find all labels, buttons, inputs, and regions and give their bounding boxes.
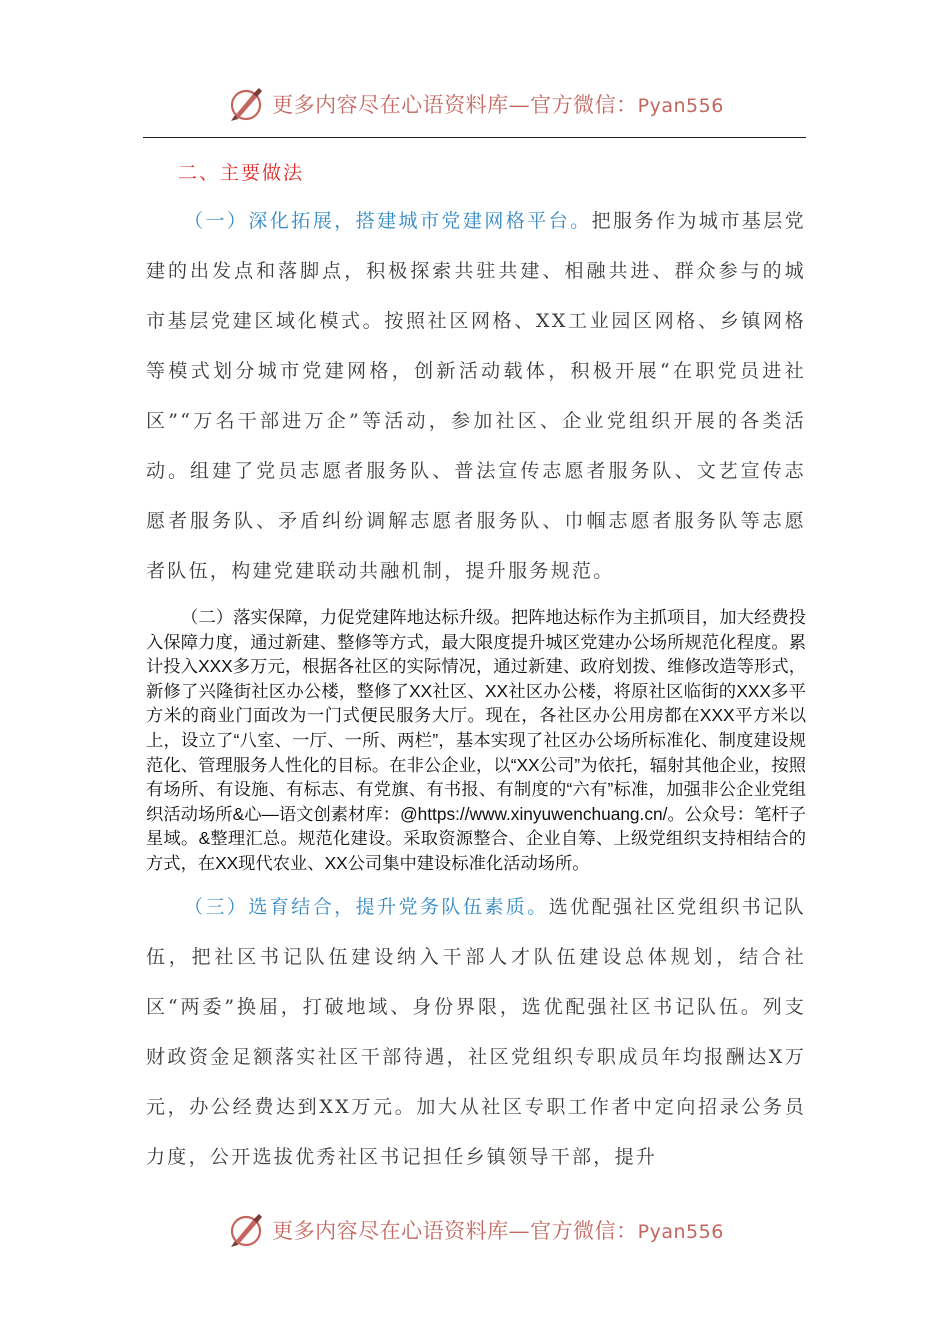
header-banner [0,84,950,124]
paragraph-1-subheading: （一）深化拓展，搭建城市党建网格平台。 [184,210,592,232]
header-divider [143,137,806,138]
paragraph-2: （二）落实保障，力促党建阵地达标升级。把阵地达标作为主抓项目，加大经费投入保障力度，通过新建、整修等方式，最大限度提升城区党建办公场所规范化程度。累计投入XXX多万元，根据各社区的实际情况，通过新建、政府划拨、维修改造等形式，新修了兴隆街社区办公楼，整修了XX社区、XX社区办公楼，将原社区临街的XXX多平方米的商业门面改为一门式便民服务大厅。现在，各社区办公用房都在XXX平方米以上，设立了“八室、一厅、一所、两栏”，基本实现了社区办公场所标准化、制度建设规范化、管理服务人性化的目标。在非公企业，以“XX公司”为依托，辐射其他企业，按照有场所、有设施、有标志、有党旗、有书报、有制度的“六有”标准，加强非公企业党组织活动场所&心—语文创素材库：@https://www.xinyuwenchuang.cn/。公众号：笔杆子星域。&整理汇总。规范化建设。采取资源整合、企业自筹、上级党组织支持相结合的方式，在XX现代农业、XX公司集中建设标准化活动场所。 [146,607,806,873]
paragraph-1 [146,196,806,596]
header-banner-text: 更多内容尽在心语资料库—官方微信：Pyan556 [272,93,724,117]
footer-banner-text: 更多内容尽在心语资料库—官方微信：Pyan556 [272,1219,724,1243]
section-heading: 二、主要做法 [178,162,305,184]
paragraph-3-subheading: （三）选育结合，提升党务队伍素质。 [184,895,549,918]
paragraph-3-body: 选优配强社区党组织书记队伍，把社区书记队伍建设纳入干部人才队伍建设总体规划，结合社区“两委”换届，打破地域、身份界限，选优配强社区书记队伍。列支财政资金足额落实社区干部待遇，社区党组织专职成员年均报酬达X万元，办公经费达到XX万元。加大从社区专职工作者中定向招录公务员力度，公开选拔优秀社区书记担任乡镇领导干部，提升 [146,895,806,1168]
paragraph-1-body: 把服务作为城市基层党建的出发点和落脚点，积极探索共驻共建、相融共进、群众参与的城市基层党建区域化模式。按照社区网格、XX工业园区网格、乡镇网格等模式划分城市党建网格，创新活动载体，积极开展“在职党员进社区”“万名干部进万企”等活动，参加社区、企业党组织开展的各类活动。组建了党员志愿者服务队、普法宣传志愿者服务队、文艺宣传志愿者服务队、矛盾纠纷调解志愿者服务队、巾帼志愿者服务队等志愿者队伍，构建党建联动共融机制，提升服务规范。 [146,210,806,582]
footer-banner [0,1210,950,1250]
paragraph-3 [146,882,806,1182]
pen-in-circle-logo [226,1210,266,1250]
pen-in-circle-logo [226,84,266,124]
document-body [146,150,806,1182]
